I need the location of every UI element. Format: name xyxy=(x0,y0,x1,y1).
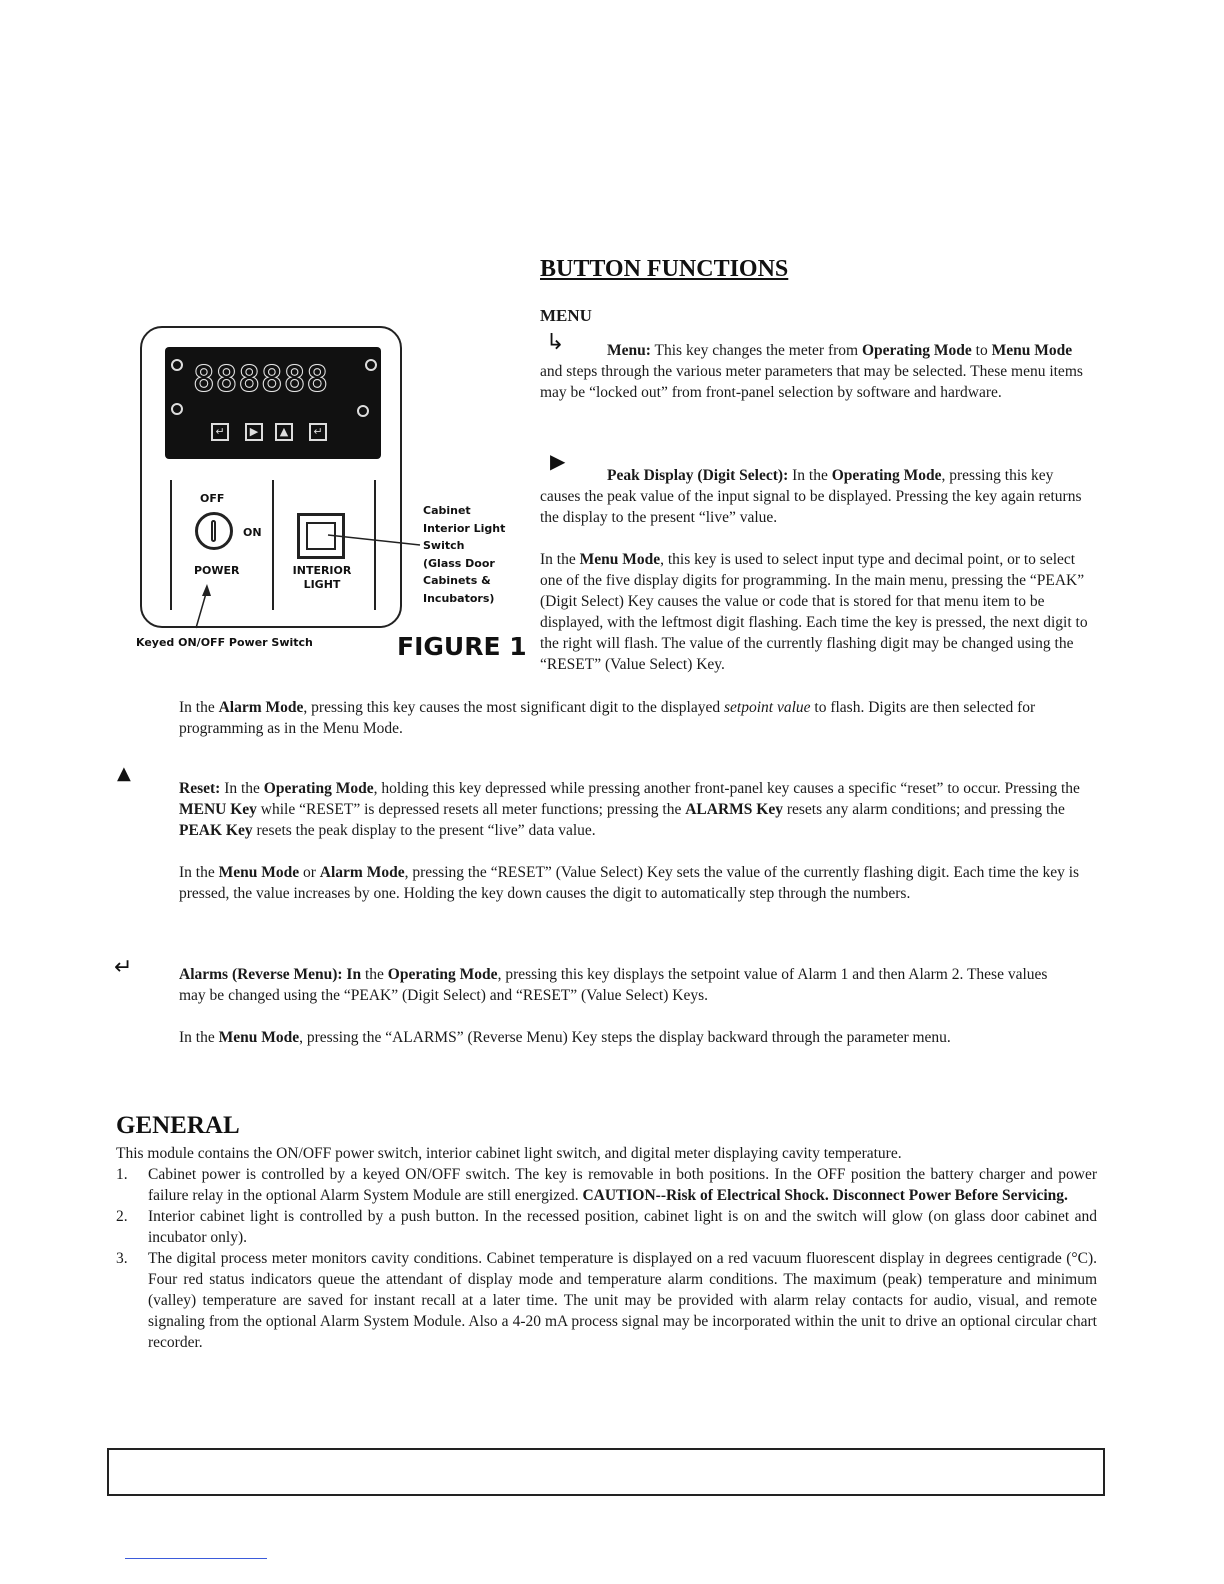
peak-triangle-icon: ▶ xyxy=(550,449,566,473)
reset-key-icon: ▲ xyxy=(275,423,293,441)
menu-description: Menu: This key changes the meter from Operating Mode to Menu Mode and steps through the various meter parameters that may be selected. These menu items may be “locked out” from front-panel selection by software and hardware. xyxy=(540,342,1083,401)
power-label: POWER xyxy=(194,564,240,577)
alarms-description: Alarms (Reverse Menu): In the Operating Mode, pressing this key displays the setpoint value of Alarm 1 and then Alarm 2. These values may be changed using the “PEAK” (Digit Select) and “RESET” (Value Select) Keys. xyxy=(179,966,1048,1004)
general-heading: GENERAL xyxy=(116,1112,240,1139)
peak-alarm-mode-description: In the Alarm Mode, pressing this key causes the most significant digit to the displayed setpoint value to flash. Digits are then selected for programming as in the Menu Mode. xyxy=(179,699,1036,737)
light-switch-callout: Cabinet Interior Light Switch (Glass Door Cabinets & Incubators) xyxy=(423,504,506,605)
list-item: 3. The digital process meter monitors cavity conditions. Cabinet temperature is displayed on a red vacuum fluorescent display in degrees centigrade (°C). Four red status indicators queue the attendant of display mode and temperature alarm conditions. The maximum (peak) temperature and minimum (valley) temperature are saved for instant recall at a later time. The unit may be provided with alarm relay contacts for audio, visual, and remote signaling from the optional Alarm System Module. Also a 4-20 mA process signal may be incorporated within the unit to drive an optional circular chart recorder. xyxy=(116,1250,1097,1351)
reset-description: Reset: In the Operating Mode, holding this key depressed while pressing another front-panel key causes a specific “reset” to occur. Pressing the MENU Key while “RESET” is depressed resets all meter functions; pressing the ALARMS Key resets any alarm conditions; and pressing the PEAK Key resets the peak display to the present “live” data value. xyxy=(179,780,1080,839)
button-functions-heading: BUTTON FUNCTIONS xyxy=(540,256,789,282)
alarms-key-icon: ↵ xyxy=(309,423,327,441)
list-item: 1. Cabinet power is controlled by a keyed ON/OFF switch. The key is removable in both positions. In the OFF position the battery charger and power failure relay in the optional Alarm System Module are still energized. CAUTION--Risk of Electrical Shock. Disconnect Power Before Servicing. xyxy=(116,1166,1097,1204)
figure-title: FIGURE 1 xyxy=(397,632,527,661)
footer-box xyxy=(107,1448,1105,1496)
alarms-menu-mode-description: In the Menu Mode, pressing the “ALARMS” (Reverse Menu) Key steps the display backward through the parameter menu. xyxy=(179,1029,951,1046)
peak-key-icon: ▶ xyxy=(245,423,263,441)
off-label: OFF xyxy=(200,492,225,505)
alarms-return-icon: ↵ xyxy=(114,955,133,980)
list-item: 2. Interior cabinet light is controlled by a push button. In the recessed position, cabinet light is on and the switch will glow (on glass door cabinet and incubator only). xyxy=(116,1208,1097,1246)
keyed-switch-caption: Keyed ON/OFF Power Switch xyxy=(136,636,313,649)
menu-key-icon: ↵ xyxy=(211,423,229,441)
general-intro: This module contains the ON/OFF power switch, interior cabinet light switch, and digital meter displaying cavity temperature. xyxy=(116,1145,902,1162)
menu-arrow-icon: ↳ xyxy=(546,330,565,355)
peak-description: Peak Display (Digit Select): In the Operating Mode, pressing this key causes the peak value of the input signal to be displayed. Pressing the key again returns the display to the present “live” value. xyxy=(540,467,1082,526)
general-list xyxy=(116,1164,1097,1353)
peak-menu-mode-description: In the Menu Mode, this key is used to select input type and decimal point, or to select one of the five display digits for programming. In the main menu, pressing the “PEAK” (Digit Select) Key causes the value or code that is stored for that menu item to be displayed, with the leftmost digit flashing. Each time the key is pressed, the next digit to the right will flash. The value of the currently flashing digit may be changed using the “RESET” (Value Select) Key. xyxy=(540,551,1088,673)
menu-subheading: MENU xyxy=(540,306,592,325)
reset-triangle-icon: ▲ xyxy=(117,763,131,784)
display-digits: 888888 xyxy=(193,359,330,400)
interior-light-label: INTERIOR LIGHT xyxy=(292,564,352,591)
bottom-rule xyxy=(125,1558,267,1559)
on-label: ON xyxy=(243,526,262,539)
reset-menu-mode-description: In the Menu Mode or Alarm Mode, pressing the “RESET” (Value Select) Key sets the value of the currently flashing digit. Each time the key is pressed, the value increases by one. Holding the key down causes the digit to automatically step through the numbers. xyxy=(179,864,1080,902)
